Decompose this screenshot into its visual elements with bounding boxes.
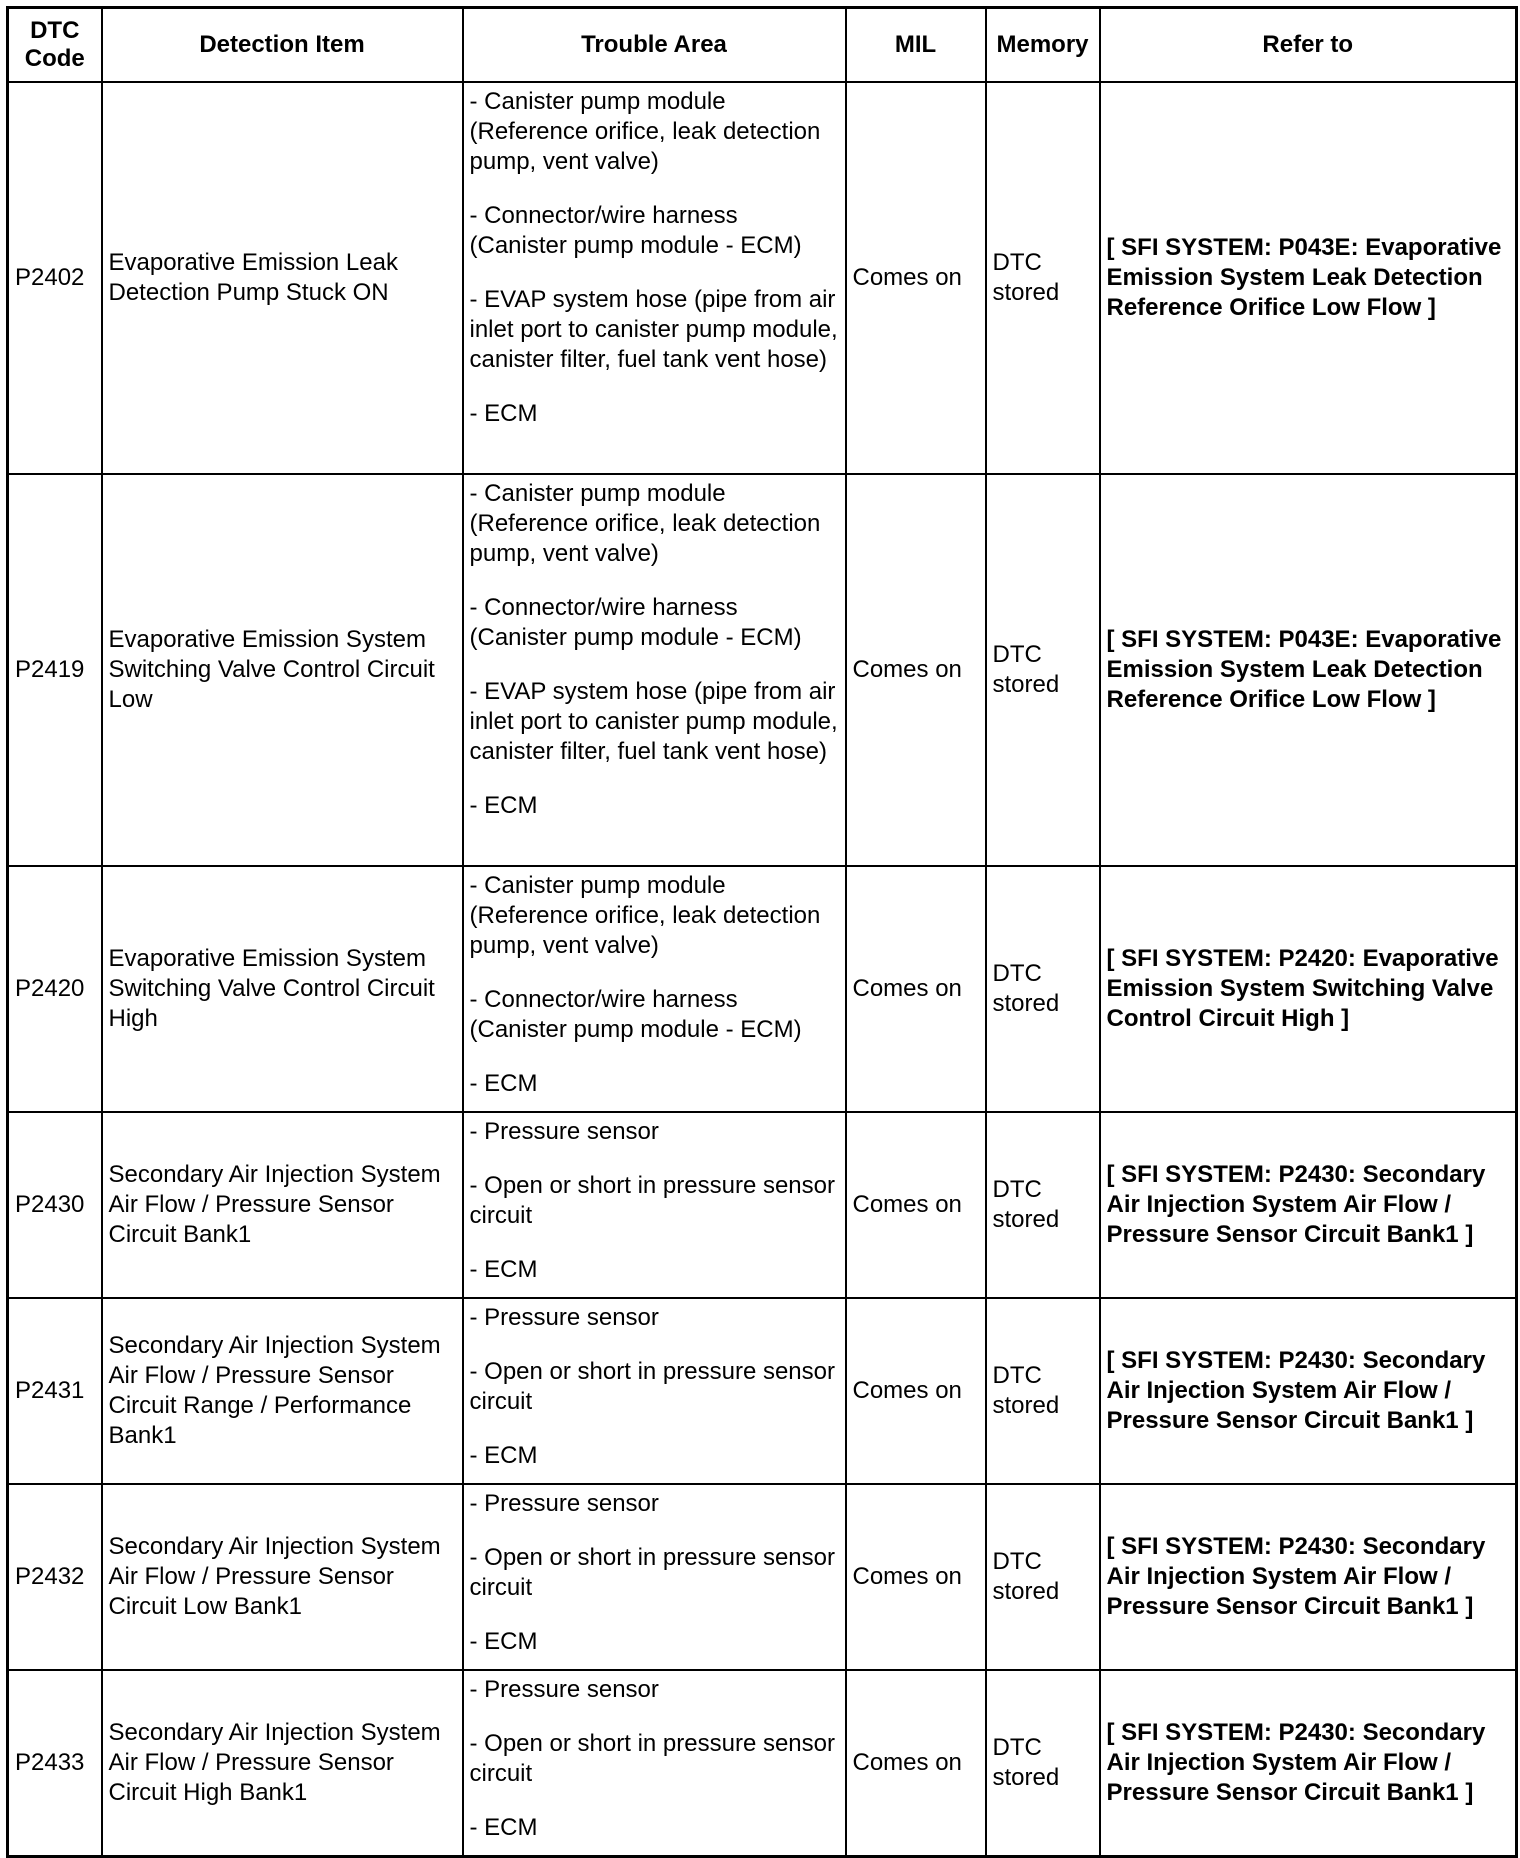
- refer-to: [ SFI SYSTEM: P043E: Evaporative Emission System Leak Detection Reference Orifice Low Flow ]: [1100, 474, 1517, 866]
- mil-status: Comes on: [846, 1670, 986, 1857]
- dtc-code: P2431: [8, 1298, 102, 1484]
- header-trouble-area: Trouble Area: [463, 8, 846, 83]
- dtc-code: P2433: [8, 1670, 102, 1857]
- trouble-area-item: - Connector/wire harness (Canister pump module - ECM): [469, 594, 802, 651]
- trouble-area-item: - ECM: [469, 792, 538, 819]
- refer-to: [ SFI SYSTEM: P2430: Secondary Air Injection System Air Flow / Pressure Sensor Circuit Bank1 ]: [1100, 1484, 1517, 1670]
- header-refer-to: Refer to: [1100, 8, 1517, 83]
- table-row: [8, 1670, 1517, 1857]
- mil-status: Comes on: [846, 1298, 986, 1484]
- trouble-area-item: - Canister pump module (Reference orifice, leak detection pump, vent valve): [469, 872, 821, 959]
- refer-to: [ SFI SYSTEM: P2430: Secondary Air Injection System Air Flow / Pressure Sensor Circuit Bank1 ]: [1100, 1298, 1517, 1484]
- trouble-area: [463, 1484, 846, 1670]
- trouble-area: [463, 1670, 846, 1857]
- trouble-area-item: - EVAP system hose (pipe from air inlet port to canister pump module, canister filter, fuel tank vent hose): [469, 678, 838, 765]
- trouble-area-item: - Pressure sensor: [469, 1490, 659, 1517]
- trouble-area-item: - ECM: [469, 1442, 538, 1469]
- trouble-area: [463, 82, 846, 474]
- trouble-area-item: - ECM: [469, 1628, 538, 1655]
- memory-status: DTC stored: [986, 1484, 1100, 1670]
- dtc-code: P2432: [8, 1484, 102, 1670]
- header-mil: MIL: [846, 8, 986, 83]
- dtc-code: P2430: [8, 1112, 102, 1298]
- memory-status: DTC stored: [986, 1670, 1100, 1857]
- trouble-area-item: - ECM: [469, 1070, 538, 1097]
- header-detection-item: Detection Item: [102, 8, 463, 83]
- header-memory: Memory: [986, 8, 1100, 83]
- memory-status: DTC stored: [986, 82, 1100, 474]
- trouble-area: [463, 474, 846, 866]
- table-row: [8, 82, 1517, 474]
- memory-status: DTC stored: [986, 866, 1100, 1112]
- refer-to: [ SFI SYSTEM: P043E: Evaporative Emission System Leak Detection Reference Orifice Low Flow ]: [1100, 82, 1517, 474]
- trouble-area-item: - Connector/wire harness (Canister pump module - ECM): [469, 986, 802, 1043]
- trouble-area-item: - Connector/wire harness (Canister pump module - ECM): [469, 202, 802, 259]
- table-row: [8, 866, 1517, 1112]
- trouble-area-item: - ECM: [469, 1814, 538, 1841]
- mil-status: Comes on: [846, 82, 986, 474]
- table-row: [8, 474, 1517, 866]
- trouble-area-item: - Open or short in pressure sensor circuit: [469, 1730, 835, 1787]
- memory-status: DTC stored: [986, 1298, 1100, 1484]
- memory-status: DTC stored: [986, 474, 1100, 866]
- trouble-area-item: - Canister pump module (Reference orifice, leak detection pump, vent valve): [469, 88, 821, 175]
- refer-to: [ SFI SYSTEM: P2430: Secondary Air Injection System Air Flow / Pressure Sensor Circuit Bank1 ]: [1100, 1670, 1517, 1857]
- mil-status: Comes on: [846, 866, 986, 1112]
- trouble-area-item: - ECM: [469, 400, 538, 427]
- table-row: [8, 1484, 1517, 1670]
- trouble-area-item: - Open or short in pressure sensor circuit: [469, 1544, 835, 1601]
- mil-status: Comes on: [846, 1484, 986, 1670]
- detection-item: Secondary Air Injection System Air Flow / Pressure Sensor Circuit Low Bank1: [102, 1484, 463, 1670]
- detection-item: Secondary Air Injection System Air Flow / Pressure Sensor Circuit Range / Performance Bank1: [102, 1298, 463, 1484]
- dtc-table: [6, 6, 1518, 1858]
- mil-status: Comes on: [846, 1112, 986, 1298]
- refer-to: [ SFI SYSTEM: P2420: Evaporative Emission System Switching Valve Control Circuit High ]: [1100, 866, 1517, 1112]
- refer-to: [ SFI SYSTEM: P2430: Secondary Air Injection System Air Flow / Pressure Sensor Circuit Bank1 ]: [1100, 1112, 1517, 1298]
- detection-item: Secondary Air Injection System Air Flow / Pressure Sensor Circuit High Bank1: [102, 1670, 463, 1857]
- mil-status: Comes on: [846, 474, 986, 866]
- header-dtc-code: DTC Code: [8, 8, 102, 83]
- detection-item: Evaporative Emission System Switching Valve Control Circuit Low: [102, 474, 463, 866]
- trouble-area-item: - Pressure sensor: [469, 1676, 659, 1703]
- trouble-area-item: - EVAP system hose (pipe from air inlet port to canister pump module, canister filter, fuel tank vent hose): [469, 286, 838, 373]
- trouble-area-item: - ECM: [469, 1256, 538, 1283]
- table-row: [8, 1298, 1517, 1484]
- trouble-area-item: - Pressure sensor: [469, 1304, 659, 1331]
- detection-item: Evaporative Emission Leak Detection Pump Stuck ON: [102, 82, 463, 474]
- trouble-area-item: - Canister pump module (Reference orifice, leak detection pump, vent valve): [469, 480, 821, 567]
- trouble-area-item: - Pressure sensor: [469, 1118, 659, 1145]
- dtc-code: P2420: [8, 866, 102, 1112]
- header-row: [8, 8, 1517, 83]
- table-row: [8, 1112, 1517, 1298]
- dtc-code: P2419: [8, 474, 102, 866]
- trouble-area: [463, 1298, 846, 1484]
- detection-item: Evaporative Emission System Switching Valve Control Circuit High: [102, 866, 463, 1112]
- detection-item: Secondary Air Injection System Air Flow / Pressure Sensor Circuit Bank1: [102, 1112, 463, 1298]
- trouble-area-item: - Open or short in pressure sensor circuit: [469, 1358, 835, 1415]
- trouble-area-item: - Open or short in pressure sensor circuit: [469, 1172, 835, 1229]
- trouble-area: [463, 1112, 846, 1298]
- dtc-code: P2402: [8, 82, 102, 474]
- trouble-area: [463, 866, 846, 1112]
- memory-status: DTC stored: [986, 1112, 1100, 1298]
